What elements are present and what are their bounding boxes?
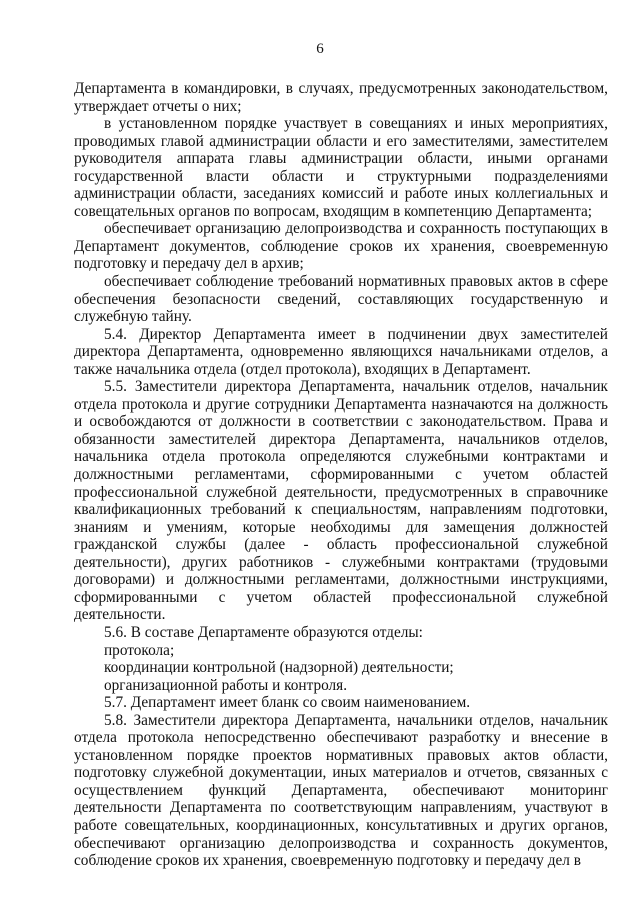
- paragraph-5-8: 5.8. Заместители директора Департамента, начальники отделов, начальник отдела протокола непосредственно обеспечивают разработку и внесение в установленном порядке проектов нормативных правовых актов области, подготовку служебной документации, иных материалов и отчетов, связанных с осуществлением функций Департамента, обеспечивают мониторинг деятельности Департамента по соответствующим направлениям, участвуют в работе совещательных, координационных, консультативных и других органов, обеспечивают организацию делопроизводства и сохранность документов, соблюдение сроков их хранения, своевременную подготовку и передачу дел в: [74, 711, 608, 870]
- paragraph-5-7: 5.7. Департамент имеет бланк со своим наименованием.: [104, 694, 471, 712]
- paragraph-continuation: Департамента в командировки, в случаях, предусмотренных законодательством, утверждает отчеты о них;: [74, 80, 608, 115]
- paragraph-5-5: 5.5. Заместители директора Департамента, начальник отделов, начальник отдела протокола и другие сотрудники Департамента назначаются на должность и освобождаются от должности в соответствии с законодательством. Права и обязанности заместителей директора Департамента, начальников отделов, начальника отдела протокола определяются служебными контрактами и должностными регламентами, сформированными с учетом областей профессиональной служебной деятельности, предусмотренных в справочнике квалификационных требований к специальностям, направлениям подготовки, знаниям и умениям, которые необходимы для замещения должностей гражданской службы (далее - область профессиональной служебной деятельности), других работников - служебными контрактами (трудовыми договорами) и должностными регламентами, должностными инструкциями, сформированными с учетом областей профессиональной служебной деятельности.: [74, 378, 608, 624]
- list-item-protocol: протокола;: [104, 641, 175, 659]
- list-item-organization: организационной работы и контроля.: [104, 676, 348, 694]
- document-body: [74, 80, 608, 870]
- paragraph-5-6: 5.6. В составе Департаменте образуются отделы:: [104, 623, 423, 641]
- paragraph-records: обеспечивает организацию делопроизводства и сохранность поступающих в Департамент документов, соблюдение сроков их хранения, своевременную подготовку и передачу дел в архив;: [74, 220, 608, 273]
- paragraph-5-4: 5.4. Директор Департамента имеет в подчинении двух заместителей директора Департамента, одновременно являющихся начальниками отделов, а также начальника отдела (отдел протокола), входящих в Департамент.: [74, 325, 608, 378]
- page-number: 6: [316, 41, 324, 57]
- paragraph-meetings: в установленном порядке участвует в совещаниях и иных мероприятиях, проводимых главой администрации области и его заместителями, заместителем руководителя аппарата главы администрации области, иными органами государственной власти области и структурными подразделениями администрации области, заседаниях комиссий и работе иных коллегиальных и совещательных органов по вопросам, входящим в компетенцию Департамента;: [74, 115, 608, 220]
- list-item-coordination: координации контрольной (надзорной) деятельности;: [104, 659, 454, 677]
- paragraph-security: обеспечивает соблюдение требований нормативных правовых актов в сфере обеспечения безопасности сведений, составляющих государственную и служебную тайну.: [74, 273, 608, 326]
